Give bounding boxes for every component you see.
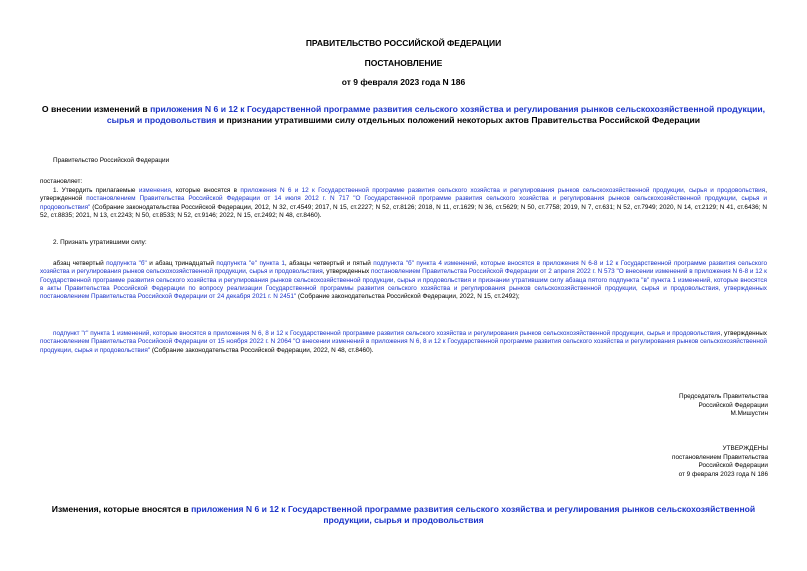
item-1-link-changes[interactable]: изменения <box>138 187 171 194</box>
item-1-paragraph <box>40 187 767 220</box>
title-link-annexes[interactable]: приложения N 6 и 12 к Государственной программе развития сельского хозяйства и регулирования рынков сельскохозяйственной продукции, сырья и продовольствия <box>106 104 766 125</box>
approved-by-resolution: постановлением Правительства <box>672 453 768 461</box>
repeal-1-link-subitem-b[interactable]: подпункта "б" <box>106 260 147 267</box>
annex-title-text-pre: Изменения, которые вносятся в <box>51 504 192 514</box>
document-title <box>40 104 767 126</box>
repeal-2-link-subitem-g[interactable]: подпункт "г" пункта 1 изменений, которые вносятся в приложения N 6, 8 и 12 к Государственной программе развития сельского хозяйства и регулирования рынков сельскохозяйственной продукции, сырья и продовольствия <box>53 330 721 337</box>
repeal-paragraph-1 <box>40 260 767 301</box>
approval-stamp-block <box>672 445 768 479</box>
repeal-2-link-resolution-2064[interactable]: постановлением Правительства Российской Федерации от 15 ноября 2022 г. N 2064 "О внесении изменений в приложения N 6, 8 и 12 к Государственной программе развития сельского хозяйства и регулирования рынков сельскохозяйственной продукции, сырья и продовольствия" <box>40 338 767 354</box>
signature-block <box>679 393 768 419</box>
signature-name: М.Мишустин <box>730 410 768 418</box>
approved-label: УТВЕРЖДЕНЫ <box>722 445 768 452</box>
repeal-1-link-subitem-e[interactable]: подпункта "е" пункта 1 <box>216 260 285 267</box>
document-type-heading: ПОСТАНОВЛЕНИЕ <box>364 58 443 68</box>
repeal-1-text-3: , абзацы четвертый и пятый <box>284 260 374 267</box>
repeal-1-text-2: и абзац тринадцатый <box>146 260 217 267</box>
approved-organization: Российской Федерации <box>698 462 768 470</box>
repeal-1-text-1: абзац четвертый <box>53 260 107 267</box>
approved-date-number: от 9 февраля 2023 года N 186 <box>678 470 768 478</box>
item-1-link-annexes[interactable]: приложения N 6 и 12 к Государственной программе развития сельского хозяйства и регулирования рынков сельскохозяйственной продукции, сырья и продовольствия <box>240 187 766 194</box>
repeal-1-text-4: , утвержденных <box>322 268 372 276</box>
repeal-2-text-1: , утвержденных <box>720 330 768 337</box>
repeal-paragraph-2 <box>40 330 767 355</box>
document-date-number: от 9 февраля 2023 года N 186 <box>341 77 466 87</box>
decides-line: постановляет: <box>40 178 83 185</box>
item-2-paragraph: 2. Признать утратившими силу: <box>53 239 147 246</box>
repeal-1-link-subitem-b-item-4[interactable]: подпункта "б" пункта 4 изменений, которые вносятся в приложения N 6-8 и 12 к Государственной программе развития сельского хозяйства и регулирования рынков сельскохозяйственной продукции, сырья и продовольствия <box>40 260 768 276</box>
item-1-text-1: 1. Утвердить прилагаемые <box>53 187 139 194</box>
annex-title <box>40 504 767 526</box>
item-1-text-2: , которые вносятся в <box>170 187 241 194</box>
signature-organization: Российской Федерации <box>698 401 768 409</box>
title-text-pre: О внесении изменений в <box>41 104 151 114</box>
title-text-post: и признании утратившими силу отдельных положений некоторых актов Правительства Российской Федерации <box>216 115 701 125</box>
preamble: Правительство Российской Федерации <box>53 157 170 164</box>
signature-position: Председатель Правительства <box>679 393 768 400</box>
annex-title-link-annexes[interactable]: приложения N 6 и 12 к Государственной программе развития сельского хозяйства и регулирования рынков сельскохозяйственной продукции, сырья и продовольствия <box>191 504 756 525</box>
repeal-1-link-resolution-573[interactable]: постановлением Правительства Российской Федерации от 2 апреля 2022 г. N 573 "О внесении изменений в приложения N 6-8 и 12 к Государственной программе развития сельского хозяйства и регулирования рынков сельскохозяйственной продукции, сырья и продовольствия и признании утратившим силу абзаца пятого подпункта "в" пункта 1 изменений, которые вносятся в акты Правительства Российской Федерации по вопросу реализации Государственной программы развития сельского хозяйства и регулирования рынков сельскохозяйственной продукции, сырья и продовольствия, утвержденных постановлением Правительства Российской Федерации от 24 декабря 2021 г. N 2451" <box>40 268 767 301</box>
item-1-text-3: , утвержденной <box>40 187 767 203</box>
repeal-1-text-5: (Собрание законодательства Российской Федерации, 2022, N 15, ст.2492); <box>296 293 520 301</box>
government-heading: ПРАВИТЕЛЬСТВО РОССИЙСКОЙ ФЕДЕРАЦИИ <box>305 38 502 48</box>
item-1-text-4: (Собрание законодательства Российской Федерации, 2012, N 32, ст.4549; 2017, N 15, ст.2227; N 52, ст.8126; 2018, N 11, ст.1629; N 36, ст.5629; N 50, ст.7758; 2019, N 7, ст.631; N 52, ст.7949; 2020, N 14, ст.2129; N 41, ст.6436; N 52, ст.8835; 2021, N 13, ст.2243; N 50, ст.8533; N 52, ст.9146; 2022, N 15, ст.2492; N 48, ст.8460). <box>40 203 767 219</box>
repeal-2-text-2: (Собрание законодательства Российской Федерации, 2022, N 48, ст.8460). <box>150 346 374 354</box>
item-1-link-resolution-717[interactable]: постановлением Правительства Российской Федерации от 14 июля 2012 г. N 717 "О Государственной программе развития сельского хозяйства и регулирования рынков сельскохозяйственной продукции, сырья и продовольствия" <box>40 195 768 211</box>
